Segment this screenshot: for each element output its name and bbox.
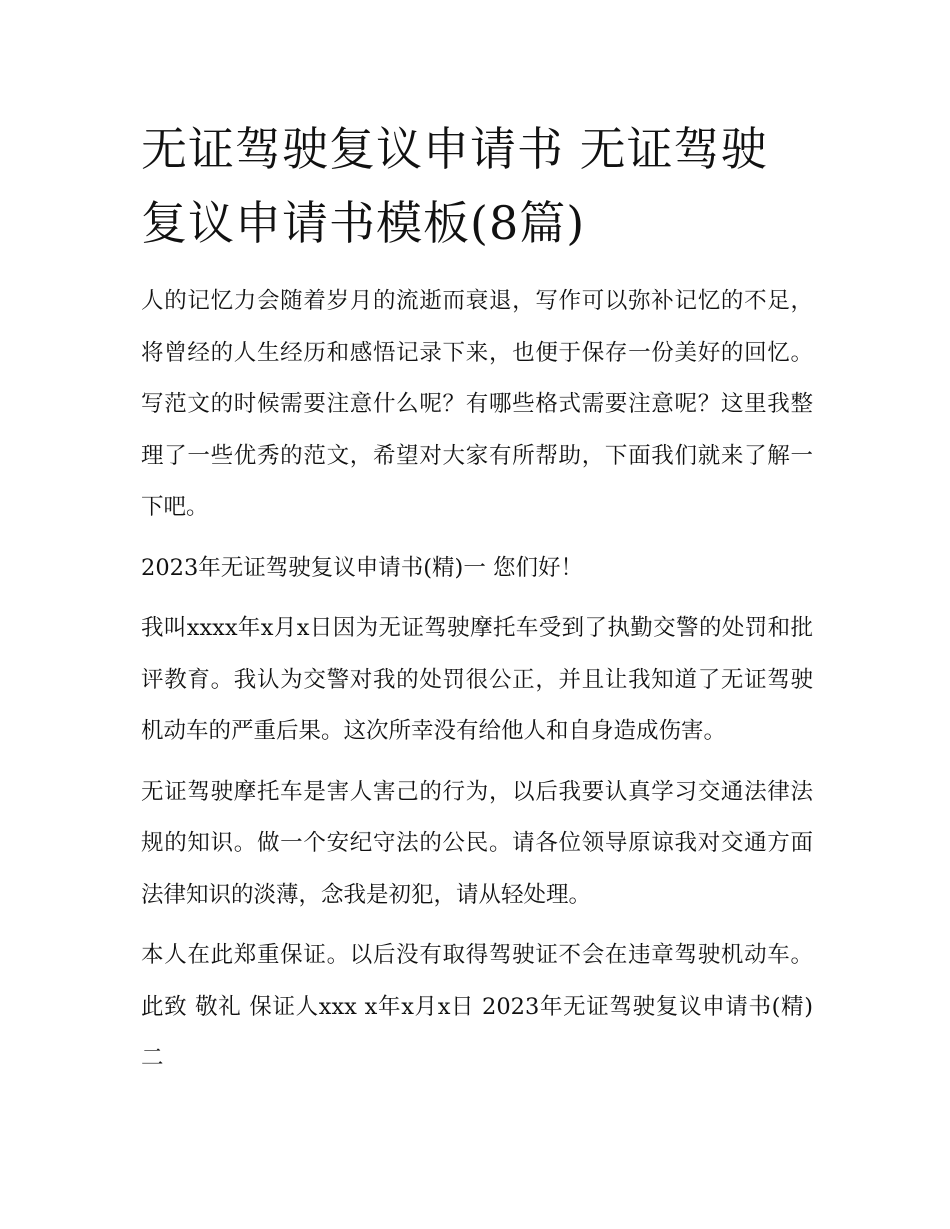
closing-paragraph: 本人在此郑重保证。以后没有取得驾驶证不会在违章驾驶机动车。 此致 敬礼 保证人xxx x年x月x日 2023年无证驾驶复议申请书(精)二 xyxy=(141,942,813,1071)
intro-paragraph: 人的记忆力会随着岁月的流逝而衰退，写作可以弥补记忆的不足，将曾经的人生经历和感悟记录下来，也便于保存一份美好的回忆。写范文的时候需要注意什么呢？有哪些格式需要注意呢？这里我整理了一些优秀的范文，希望对大家有所帮助，下面我们就来了解一下吧。 xyxy=(141,288,813,520)
body-paragraph: 无证驾驶摩托车是害人害己的行为，以后我要认真学习交通法律法规的知识。做一个安纪守法的公民。请各位领导原谅我对交通方面法律知识的淡薄，念我是初犯，请从轻处理。 xyxy=(141,778,813,908)
body-paragraph: 我叫xxxx年x月x日因为无证驾驶摩托车受到了执勤交警的处罚和批评教育。我认为交警对我的处罚很公正，并且让我知道了无证驾驶机动车的严重后果。这次所幸没有给他人和自身造成伤害。 xyxy=(141,615,813,744)
section-heading: 2023年无证驾驶复议申请书(精)一 您们好！ xyxy=(141,554,583,581)
document-body xyxy=(141,112,813,1094)
document-title: 无证驾驶复议申请书 无证驾驶复议申请书模板(8篇) xyxy=(141,122,768,250)
